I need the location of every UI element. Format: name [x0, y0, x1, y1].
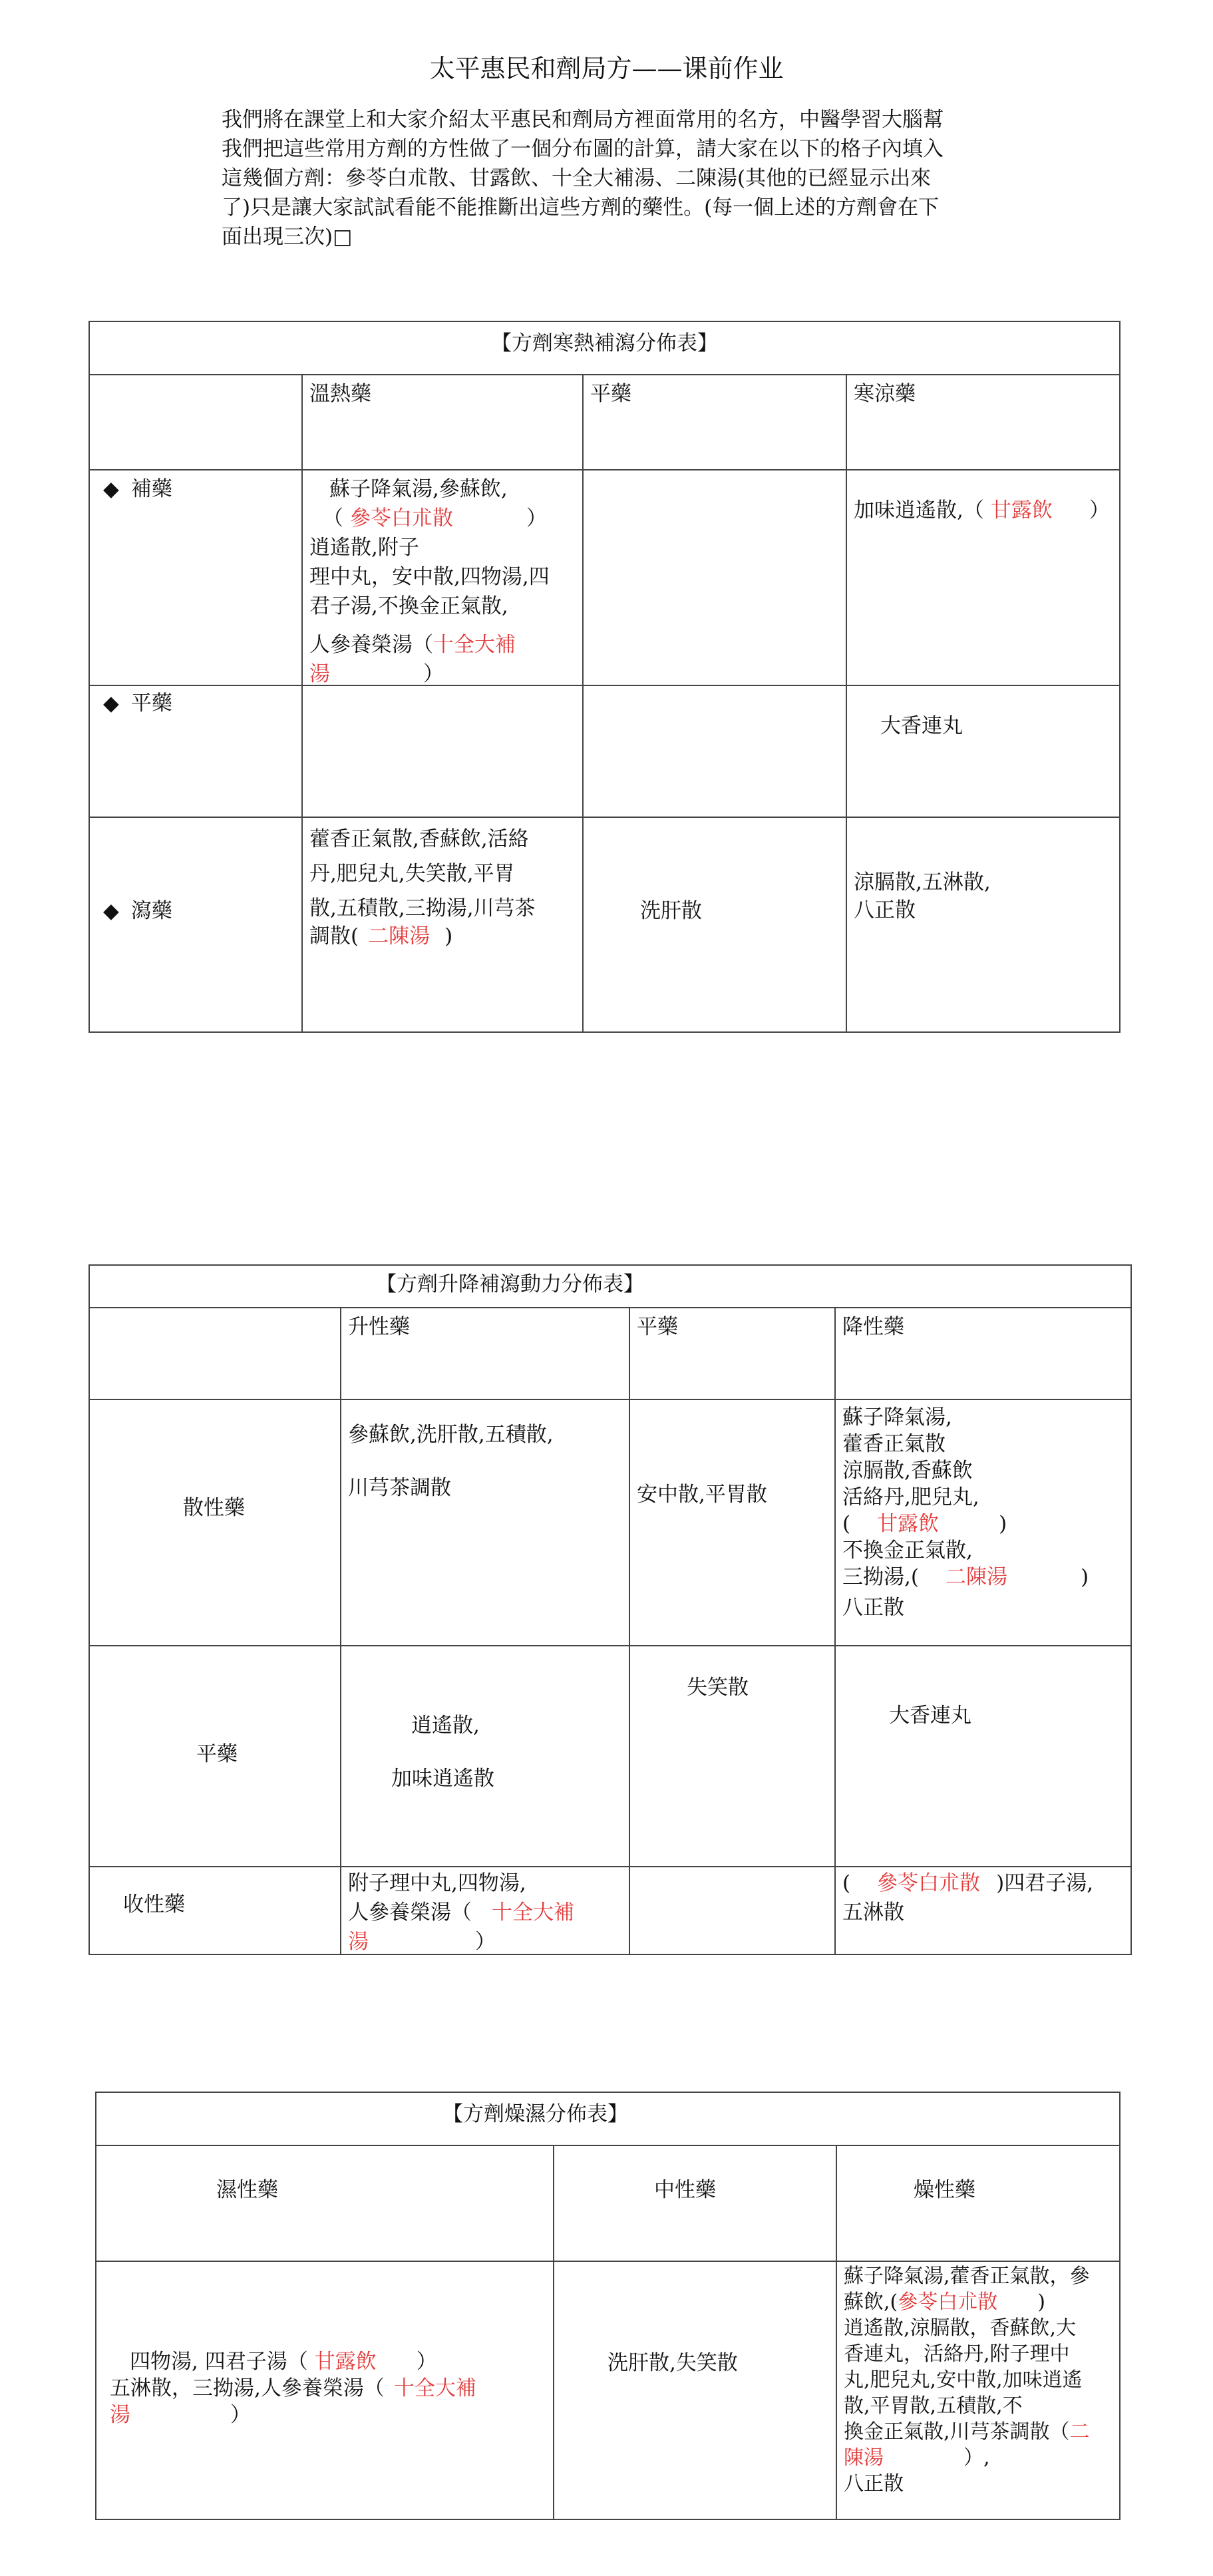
table-cell: 附子理中丸,四物湯, 人參養榮湯（ 十全大補 湯 ） [340, 1866, 630, 1955]
table-caption: 【方劑寒熱補瀉分佈表】 [88, 321, 1121, 375]
row-label: 平藥 [88, 1645, 341, 1867]
answer-text: 甘露飲 [990, 498, 1053, 522]
col-header: 降性藥 [834, 1307, 1132, 1400]
answer-text: 參苓白朮散 [350, 506, 453, 530]
page-title: 太平惠民和劑局方——课前作业 [429, 54, 784, 83]
table-cell-empty [301, 685, 584, 818]
row-label: 收性藥 [88, 1866, 341, 1955]
answer-text: 湯 [110, 2403, 130, 2427]
intro-line: 這幾個方劑：參苓白朮散、甘露飲、十全大補湯、二陳湯(其他的已經显示出來 [222, 166, 932, 190]
answer-text: 湯 [348, 1930, 369, 1954]
table-cell: 蘇子降氣湯,參蘇飲, （ 參苓白朮散 ） 逍遙散,附子 理中丸，安中散,四物湯,四 君子湯,不換金正氣散, 人參養榮湯（十全大補 湯 ） [301, 469, 584, 686]
col-header: 寒涼藥 [846, 374, 1121, 470]
table-cell: 蘇子降氣湯, 藿香正氣散 涼膈散,香蘇飲 活絡丹,肥兒丸, ( 甘露飲 ) 不換金正氣散, 三拗湯,( 二陳湯 ) 八正散 [834, 1399, 1132, 1646]
table-cell: 蘇子降氣湯,藿香正氣散，參 蘇飲,(參苓白朮散 ) 逍遙散,涼膈散，香蘇飲,大 香連丸，活絡丹,附子理中 丸,肥兒丸,安中散,加味逍遙 散,平胃散,五積散,不 換金正氣散,川芎茶調散（二 陳湯 ）, 八正散 [836, 2261, 1121, 2520]
col-header: 中性藥 [553, 2145, 837, 2262]
header-empty [88, 374, 303, 470]
answer-text: 甘露飲 [314, 2350, 377, 2374]
table-cell: 涼膈散,五淋散, 八正散 [846, 817, 1121, 1033]
answer-text: 參苓白朮散 [898, 2291, 998, 2314]
answer-text: 十全大補 [393, 2376, 476, 2400]
table-cell: 四物湯, 四君子湯（ 甘露飲 ） 五淋散，三拗湯,人參養榮湯（ 十全大補 湯 ） [95, 2261, 554, 2520]
intro-line: 我們把這些常用方劑的方性做了一個分布圖的計算，請大家在以下的格子內填入 [222, 137, 944, 161]
intro-line: 面出現三次)□ [222, 225, 353, 249]
answer-text: 二 [1069, 2420, 1090, 2444]
diamond-bullet-icon: ◆ [103, 691, 119, 715]
table-cell-empty [629, 1866, 836, 1955]
table-cell: ( 參苓白朮散 )四君子湯, 五淋散 [834, 1866, 1132, 1955]
col-header: 燥性藥 [836, 2145, 1121, 2262]
row-label: ◆ 補藥 [88, 469, 303, 686]
table-cell: 逍遙散, 加味逍遙散 [340, 1645, 630, 1867]
row-label: 散性藥 [88, 1399, 341, 1646]
header-empty [88, 1307, 341, 1400]
intro-line: 了)只是讓大家試試看能不能推斷出這些方劑的藥性。(每一個上述的方劑會在下 [222, 196, 940, 220]
row-label: ◆ 平藥 [88, 685, 303, 818]
col-header: 平藥 [629, 1307, 836, 1400]
answer-text: 十全大補 [433, 633, 516, 657]
col-header: 溫熱藥 [301, 374, 584, 470]
table-caption: 【方劑升降補瀉動力分佈表】 [88, 1264, 1132, 1308]
answer-text: 陳湯 [844, 2446, 884, 2470]
answer-text: 湯 [309, 662, 330, 686]
table-caption: 【方劑燥濕分佈表】 [95, 2092, 1121, 2146]
col-header: 濕性藥 [95, 2145, 554, 2262]
table-cell: 藿香正氣散,香蘇飲,活絡 丹,肥兒丸,失笑散,平胃 散,五積散,三拗湯,川芎茶 調散( 二陳湯 ) [301, 817, 584, 1033]
answer-text: 二陳湯 [368, 924, 431, 948]
answer-text: 十全大補 [492, 1901, 574, 1925]
intro-paragraph [222, 105, 993, 252]
answer-text: 二陳湯 [945, 1565, 1007, 1589]
diamond-bullet-icon: ◆ [103, 899, 119, 923]
row-label: ◆ 瀉藥 [88, 817, 303, 1033]
table-cell: 參蘇飲,洗肝散,五積散, 川芎茶調散 [340, 1399, 630, 1646]
col-header: 升性藥 [340, 1307, 630, 1400]
table-cell: 加味逍遙散,（ 甘露飲 ） [846, 469, 1121, 686]
table-cell-empty [582, 469, 847, 686]
answer-text: 參苓白朮散 [877, 1871, 981, 1895]
table-cell: 大香連丸 [846, 685, 1121, 818]
table-cell-empty [582, 685, 847, 818]
table-cell: 洗肝散 [582, 817, 847, 1033]
table-cell: 大香連丸 [834, 1645, 1132, 1867]
table-cell: 失笑散 [629, 1645, 836, 1867]
col-header: 平藥 [582, 374, 847, 470]
table-cell: 安中散,平胃散 [629, 1399, 836, 1646]
table-cell: 洗肝散,失笑散 [553, 2261, 837, 2520]
answer-text: 甘露飲 [877, 1512, 940, 1536]
intro-line: 我們將在課堂上和大家介紹太平惠民和劑局方裡面常用的名方，中醫學習大腦幫 [222, 108, 944, 132]
diamond-bullet-icon: ◆ [103, 477, 119, 501]
